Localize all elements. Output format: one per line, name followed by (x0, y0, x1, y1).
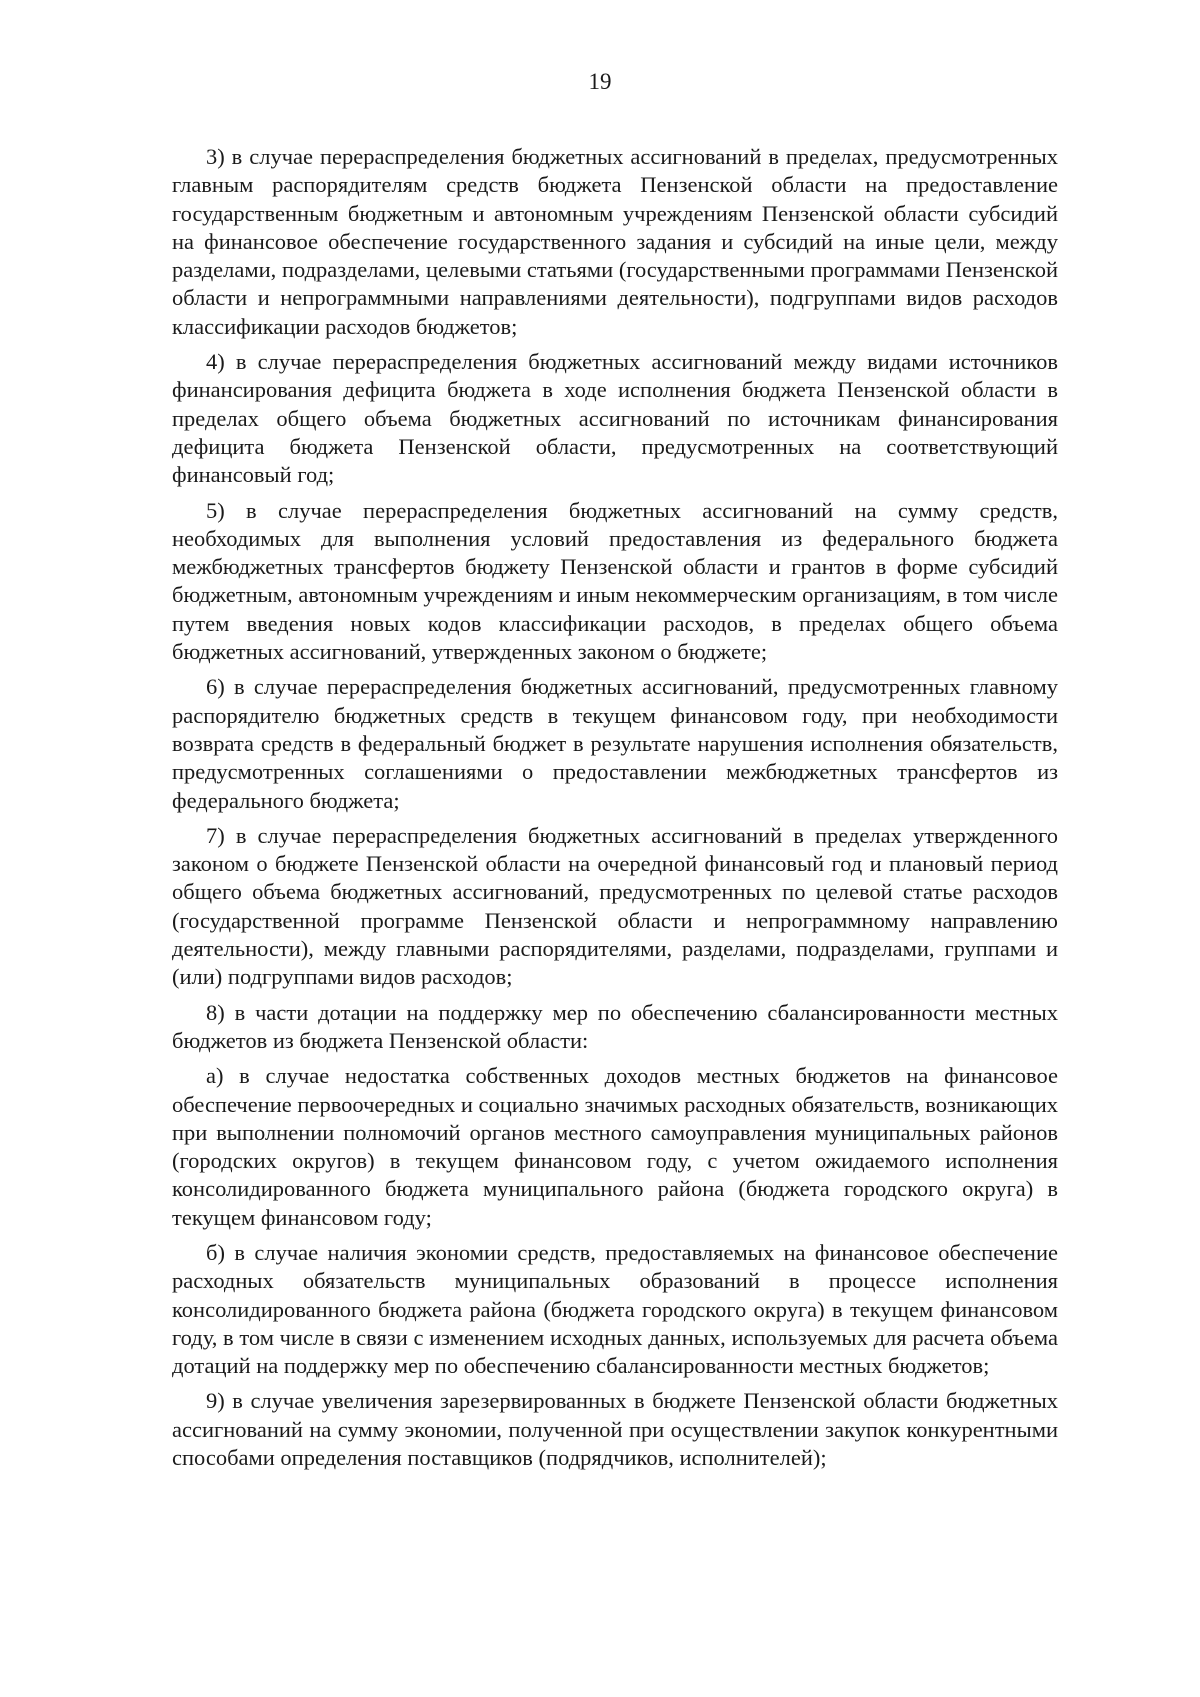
paragraph-item-3: 3) в случае перераспределения бюджетных ассигнований в пределах, предусмотренных главным распорядителям средств бюджета Пензенской области на предоставление государственным бюджетным и автономным учреждениям Пензенской области субсидий на финансовое обеспечение государственного задания и субсидий на иные цели, между разделами, подразделами, целевыми статьями (государственными программами Пензенской области и непрограммными направлениями деятельности), подгруппами видов расходов классификации расходов бюджетов; (172, 144, 1058, 339)
paragraph-item-5: 5) в случае перераспределения бюджетных ассигнований на сумму средств, необходимых для выполнения условий предоставления из федерального бюджета межбюджетных трансфертов бюджету Пензенской области и грантов в форме субсидий бюджетным, автономным учреждениям и иным некоммерческим организациям, в том числе путем введения новых кодов классификации расходов, в пределах общего объема бюджетных ассигнований, утвержденных законом о бюджете; (172, 497, 1058, 665)
paragraph-subitem-a: а) в случае недостатка собственных доходов местных бюджетов на финансовое обеспечение первоочередных и социально значимых расходных обязательств, возникающих при выполнении полномочий органов местного самоуправления муниципальных районов (городских округов) в текущем финансовом году, с учетом ожидаемого исполнения консолидированного бюджета муниципального района (бюджета городского округа) в текущем финансовом году; (172, 1063, 1058, 1230)
paragraph-item-4: 4) в случае перераспределения бюджетных ассигнований между видами источников финансирования дефицита бюджета в ходе исполнения бюджета Пензенской области в пределах общего объема бюджетных ассигнований по источникам финансирования дефицита бюджета Пензенской области, предусмотренных на соответствующий финансовый год; (172, 349, 1058, 488)
paragraph-item-6: 6) в случае перераспределения бюджетных ассигнований, предусмотренных главному распорядителю бюджетных средств в текущем финансовом году, при необходимости возврата средств в федеральный бюджет в результате нарушения исполнения обязательств, предусмотренных соглашениями о предоставлении межбюджетных трансфертов из федерального бюджета; (172, 674, 1058, 813)
document-body (172, 143, 1058, 1479)
paragraph-subitem-b: б) в случае наличия экономии средств, предоставляемых на финансовое обеспечение расходных обязательств муниципальных образований в процессе исполнения консолидированного бюджета района (бюджета городского округа) в текущем финансовом году, в том числе в связи с изменением исходных данных, используемых для расчета объема дотаций на поддержку мер по обеспечению сбалансированности местных бюджетов; (172, 1239, 1058, 1379)
paragraph-item-8: 8) в части дотации на поддержку мер по обеспечению сбалансированности местных бюджетов из бюджета Пензенской области: (172, 999, 1058, 1053)
paragraph-item-9: 9) в случае увеличения зарезервированных в бюджете Пензенской области бюджетных ассигнований на сумму экономии, полученной при осуществлении закупок конкурентными способами определения поставщиков (подрядчиков, исполнителей); (172, 1388, 1058, 1471)
page-number: 19 (588, 69, 612, 94)
paragraph-item-7: 7) в случае перераспределения бюджетных ассигнований в пределах утвержденного законом о бюджете Пензенской области на очередной финансовый год и плановый период общего объема бюджетных ассигнований, предусмотренных по целевой статье расходов (государственной программе Пензенской области и непрограммному направлению деятельности), между главными распорядителями, разделами, подразделами, группами и (или) подгруппами видов расходов; (172, 822, 1058, 990)
